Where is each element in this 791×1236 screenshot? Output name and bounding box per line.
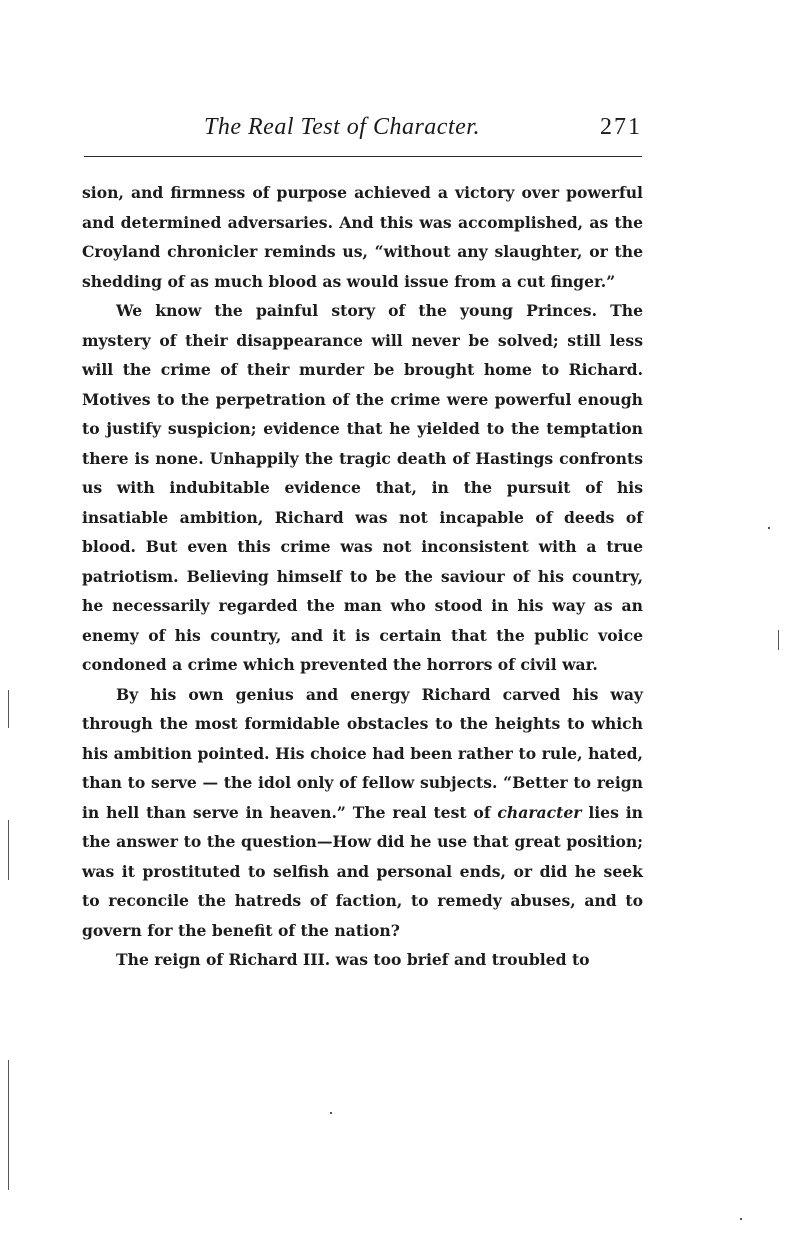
running-head — [84, 112, 642, 152]
scan-dot-corner — [740, 1218, 742, 1220]
scan-dot-bottom — [330, 1112, 332, 1114]
running-title: The Real Test of Character. — [204, 114, 480, 140]
page-body — [82, 178, 643, 975]
paragraph-ambition-text-before: By his own genius and energy Richard carved his way through the most formidable obstacles to the heights to which his ambition pointed. His choice had been rather to rule, hated, than to serve — the idol only of fellow subjects. “Better to reign in hell than serve in heaven.” The real test of — [82, 684, 643, 822]
page-number: 271 — [600, 114, 642, 140]
scan-mark-left-2 — [8, 820, 9, 880]
paragraph-ambition — [82, 680, 643, 946]
scan-mark-left-1 — [8, 690, 9, 728]
paragraph-ambition-text-after: lies in the answer to the question—How did he use that great position; was it prostituted to selfish and personal ends, or did he seek to reconcile the hatreds of faction, to remedy abuses, and to govern for the benefit of the nation? — [82, 802, 644, 940]
paragraph-princes: We know the painful story of the young Princes. The mystery of their disappearance will never be solved; still less will the crime of their murder be brought home to Richard. Motives to the perpetration of the crime were powerful enough to justify suspicion; evidence that he yielded to the temptation there is none. Unhappily the tragic death of Hastings confronts us with indubitable evidence that, in the pursuit of his insatiable ambition, Richard was not incapable of deeds of blood. But even this crime was not inconsistent with a true patriotism. Believing himself to be the saviour of his country, he necessarily regarded the man who stood in his way as an enemy of his country, and it is certain that the public voice condoned a crime which prevented the horrors of civil war. — [82, 301, 643, 674]
emphasis-character: character — [497, 802, 582, 822]
paragraph-reign: The reign of Richard III. was too brief and troubled to — [116, 950, 590, 969]
scan-dot-right — [768, 527, 770, 529]
scan-mark-right — [778, 630, 779, 650]
scan-mark-left-3 — [8, 1060, 9, 1190]
paragraph-continuation: sion, and firmness of purpose achieved a victory over powerful and determined adversaries. And this was accomplished, as the Croyland chronicler reminds us, “without any slaughter, or the shedding of as much blood as would issue from a cut finger.” — [82, 183, 643, 291]
header-rule — [84, 156, 642, 157]
